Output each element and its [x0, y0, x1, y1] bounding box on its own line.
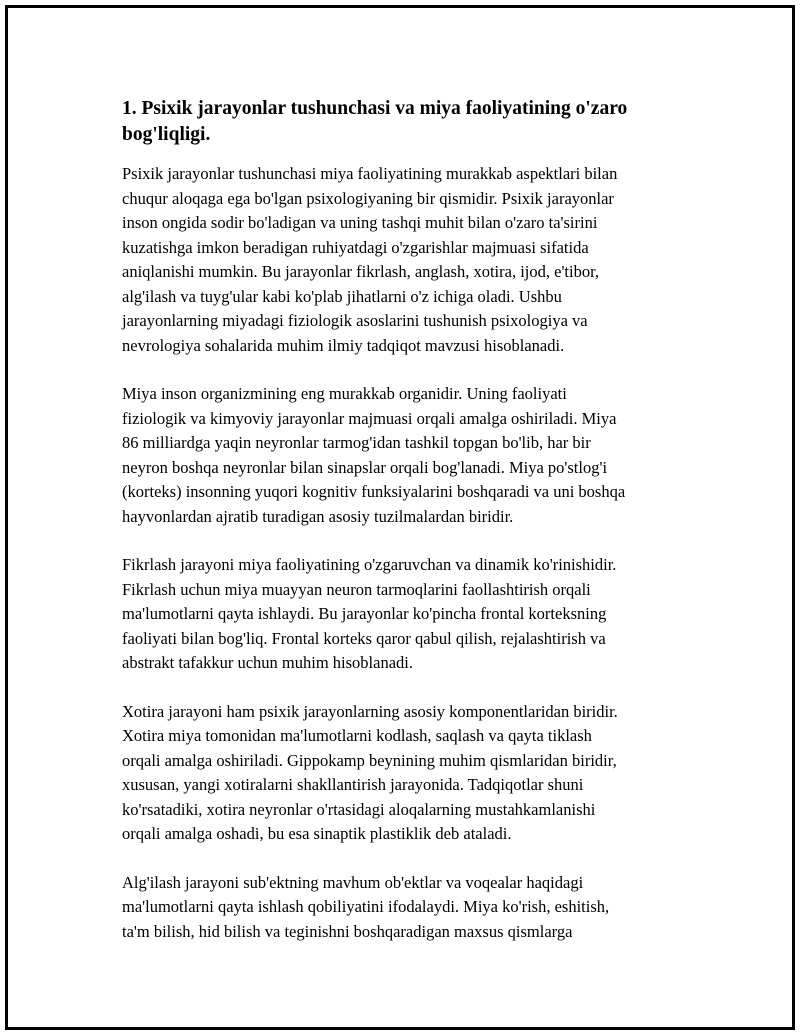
heading-line: bog'liqligi. [122, 124, 211, 145]
page-frame [5, 5, 795, 1030]
text-line: Alg'ilash jarayoni sub'ektning mavhum ob'ektlar va voqealar haqidagi [122, 872, 584, 892]
text-line: Miya inson organizmining eng murakkab organidir. Uning faoliyati [122, 384, 567, 403]
paragraph-thinking [122, 553, 692, 676]
text-line: faoliyati bilan bog'liq. Frontal korteks qaror qabul qilish, rejalashtirish va [122, 628, 606, 648]
paragraph-brain [122, 382, 692, 529]
text-line: chuqur aloqaga ega bo'lgan psixologiyaning bir qismidir. Psixik jarayonlar [122, 188, 614, 208]
heading-line: 1. Psixik jarayonlar tushunchasi va miya faoliyatining o'zaro [122, 98, 628, 119]
paragraph-perception [122, 871, 692, 945]
section-heading [122, 96, 692, 148]
text-line: orqali amalga oshadi, bu esa sinaptik plastiklik deb ataladi. [122, 824, 512, 843]
text-line: jarayonlarning miyadagi fiziologik asoslarini tushunish psixologiya va [122, 311, 588, 330]
text-line: kuzatishga imkon beradigan ruhiyatdagi o'zgarishlar majmuasi sifatida [122, 237, 589, 257]
text-line: neyron boshqa neyronlar bilan sinapslar orqali bog'lanadi. Miya po'stlog'i [122, 457, 608, 477]
text-line: Psixik jarayonlar tushunchasi miya faoliyatining murakkab aspektlari bilan [122, 164, 618, 183]
paragraph-psychic-processes [122, 162, 692, 358]
text-line: 86 milliardga yaqin neyronlar tarmog'idan tashkil topgan bo'lib, har bir [122, 433, 591, 452]
text-line: ma'lumotlarni qayta ishlaydi. Bu jarayonlar ko'pincha frontal korteksning [122, 604, 607, 623]
text-line: alg'ilash va tuyg'ular kabi ko'plab jihatlarni o'z ichiga oladi. Ushbu [122, 286, 562, 306]
document-body [122, 96, 692, 968]
text-line: Xotira jarayoni ham psixik jarayonlarning asosiy komponentlaridan biridir. [122, 701, 618, 721]
text-line: ko'rsatadiki, xotira neyronlar o'rtasidagi aloqalarning mustahkamlanishi [122, 799, 596, 819]
text-line: orqali amalga oshiriladi. Gippokamp beynining muhim qismlaridan biridir, [122, 750, 617, 770]
text-line: hayvonlardan ajratib turadigan asosiy tuzilmalardan biridir. [122, 506, 514, 526]
text-line: (korteks) insonning yuqori kognitiv funksiyalarini boshqaradi va uni boshqa [122, 482, 626, 501]
text-line: fiziologik va kimyoviy jarayonlar majmuasi orqali amalga oshiriladi. Miya [122, 408, 617, 428]
text-line: xususan, yangi xotiralarni shakllantirish jarayonida. Tadqiqotlar shuni [122, 775, 584, 794]
text-line: ta'm bilish, hid bilish va teginishni boshqaradigan maxsus qismlarga [122, 921, 573, 941]
text-line: Fikrlash uchun miya muayyan neuron tarmoqlarini faollashtirish orqali [122, 579, 591, 599]
text-line: nevrologiya sohalarida muhim ilmiy tadqiqot mavzusi hisoblanadi. [122, 335, 565, 355]
text-line: ma'lumotlarni qayta ishlash qobiliyatini ifodalaydi. Miya ko'rish, eshitish, [122, 897, 610, 916]
paragraph-memory [122, 700, 692, 847]
text-line: inson ongida sodir bo'ladigan va uning tashqi muhit bilan o'zaro ta'sirini [122, 213, 598, 232]
text-line: Xotira miya tomonidan ma'lumotlarni kodlash, saqlash va qayta tiklash [122, 726, 592, 745]
text-line: abstrakt tafakkur uchun muhim hisoblanadi. [122, 653, 413, 672]
text-line: Fikrlash jarayoni miya faoliyatining o'zgaruvchan va dinamik ko'rinishidir. [122, 555, 617, 574]
text-line: aniqlanishi mumkin. Bu jarayonlar fikrlash, anglash, xotira, ijod, e'tibor, [122, 262, 600, 281]
